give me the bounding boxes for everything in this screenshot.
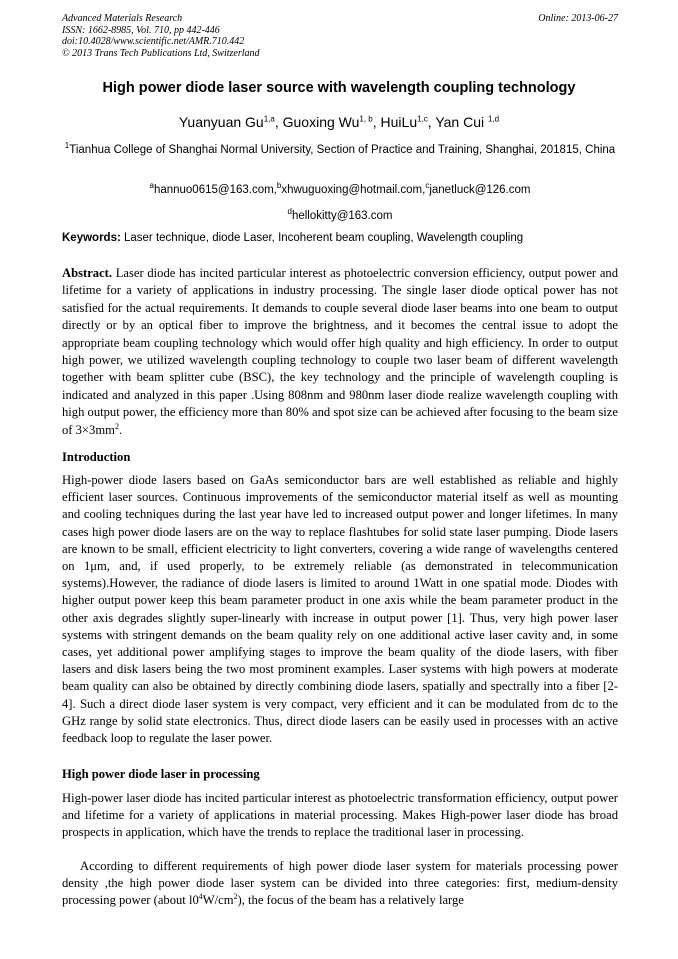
- email-link[interactable]: xhwuguoxing@hotmail.com,: [281, 183, 426, 196]
- author-name: Yuanyuan Gu: [178, 114, 264, 130]
- section-heading-processing: High power diode laser in processing: [62, 767, 260, 781]
- email-line: [62, 201, 618, 227]
- processing-paragraph-2: [62, 858, 618, 910]
- journal-header: [62, 13, 618, 59]
- keywords: [62, 232, 618, 244]
- processing-text: W/cm: [202, 893, 234, 908]
- author-sep: ,: [427, 114, 436, 130]
- affiliation-sup: 1: [64, 141, 70, 150]
- paper-title: High power diode laser source with wavelength coupling technology: [102, 80, 576, 96]
- author-sep: ,: [372, 114, 381, 130]
- email-line: [62, 175, 618, 201]
- email-block: [62, 175, 618, 227]
- author-list: [20, 114, 658, 130]
- copyright-line: © 2013 Trans Tech Publications Ltd, Switzerland: [62, 47, 260, 59]
- email-link[interactable]: hannuo0615@163.com,: [153, 183, 277, 196]
- abstract: [62, 265, 618, 439]
- issn-line: ISSN: 1662-8985, Vol. 710, pp 442-446: [62, 24, 220, 36]
- author-sup: 1,d: [488, 114, 500, 124]
- author-name: Guoxing Wu: [282, 114, 360, 130]
- email-sup: d: [287, 206, 292, 216]
- abstract-label: Abstract.: [62, 266, 113, 280]
- abstract-end: .: [118, 422, 123, 437]
- processing-text: According to different requirements of high power diode laser system for materials processing power density ,the high power diode laser system can be divided into three categories: first, medium-density processing power (about l0: [62, 859, 618, 908]
- email-sup: c: [425, 181, 430, 190]
- keywords-text: Laser technique, diode Laser, Incoherent beam coupling, Wavelength coupling: [120, 232, 524, 244]
- processing-sup: 2: [233, 892, 238, 902]
- author-sup: 1,c: [417, 114, 428, 124]
- email-sup: b: [276, 181, 282, 190]
- section-heading-introduction: Introduction: [62, 450, 131, 464]
- processing-text: ), the focus of the beam has a relatively large: [237, 893, 464, 908]
- email-link[interactable]: janetluck@126.com: [429, 183, 531, 196]
- doi-line: doi:10.4028/www.scientific.net/AMR.710.442: [62, 36, 245, 48]
- processing-sup: 4: [198, 892, 203, 902]
- online-date: Online: 2013-06-27: [538, 13, 618, 24]
- author-sup: 1, b: [359, 114, 373, 124]
- author-name: Yan Cui: [435, 114, 488, 130]
- abstract-sup: 2: [114, 421, 119, 431]
- journal-name: Advanced Materials Research: [62, 13, 183, 24]
- email-sup: a: [149, 181, 154, 190]
- processing-paragraph-1: High-power laser diode has incited particular interest as photoelectric transformation efficiency, output power and lifetime for a variety of applications in material processing. Makes High-power laser diode has broad prospects in application, which have the trends to replace the traditional laser in processing.: [62, 791, 618, 840]
- abstract-text: Laser diode has incited particular interest as photoelectric conversion efficiency, output power and lifetime for a variety of applications in industry processing. The single laser diode optical power has not satisfied for the actual requirements. It demands to couple several diode laser beams into one beam to output directly or by an optical fiber to improve the brightness, and it becomes the central issue to adopt the appropriate beam coupling technology which would offer high quality and high efficiency. In order to output high power, we utilized wavelength coupling technology to couple two laser beam of different wavelength together with beam splitter cube (BSC), the key technology and the principle of wavelength coupling is indicated and analyzed in this paper .Using 808nm and 980nm laser diode realize wavelength coupling with high output power, the efficiency more than 80% and spot size can be achieved after focusing to the beam size of 3×3mm: [62, 266, 618, 437]
- author-sup: 1,a: [263, 114, 275, 124]
- affiliation-text: Tianhua College of Shanghai Normal University, Section of Practice and Training, Shanghai, 201815, China: [69, 143, 616, 156]
- introduction-paragraph: High-power diode lasers based on GaAs semiconductor bars are well established as reliable and highly efficient laser sources. Continuous improvements of the semiconductor material itself as well as mounting and cooling techniques during the last year have led to increased output power and longer lifetimes. In many cases high power diode lasers are on the way to replace flashtubes for solid state laser pumping. Diode lasers are known to be small, efficient electricity to light converters, covering a wide range of wavelengths centered on 1μm, and, if used properly, to be extremely reliable (as demonstrated in telecommunication systems).However, the radiance of diode lasers is limited to around 1Watt in one spatial mode. Diodes with higher output power keep this beam parameter product in one axis while the beam parameter product in the other axis degrades slightly super-linearly with increase in output power [1]. Thus, very high power laser systems with stringent demands on the beam quality rely on one additional active laser cavity and, in some cases, yet additional power amplifying stages to improve the beam quality of the diode lasers, with fiber lasers and disk lasers being the two most prominent examples. Laser systems with high powers at moderate beam quality can also be obtained by directly combining diode lasers, spatially and spectrally into a fiber [2-4]. Such a direct diode laser system is very compact, very efficient and it can be modulated from dc to the GHz range by solid state electronics. Thus, direct diode lasers can be easily used in processes with an active feedback loop to regulate the laser power.: [62, 473, 618, 746]
- keywords-label: Keywords:: [62, 232, 121, 244]
- affiliation: [62, 138, 618, 158]
- author-name: HuiLu: [380, 114, 418, 130]
- author-sep: ,: [274, 114, 283, 130]
- email-link[interactable]: hellokitty@163.com: [291, 209, 393, 222]
